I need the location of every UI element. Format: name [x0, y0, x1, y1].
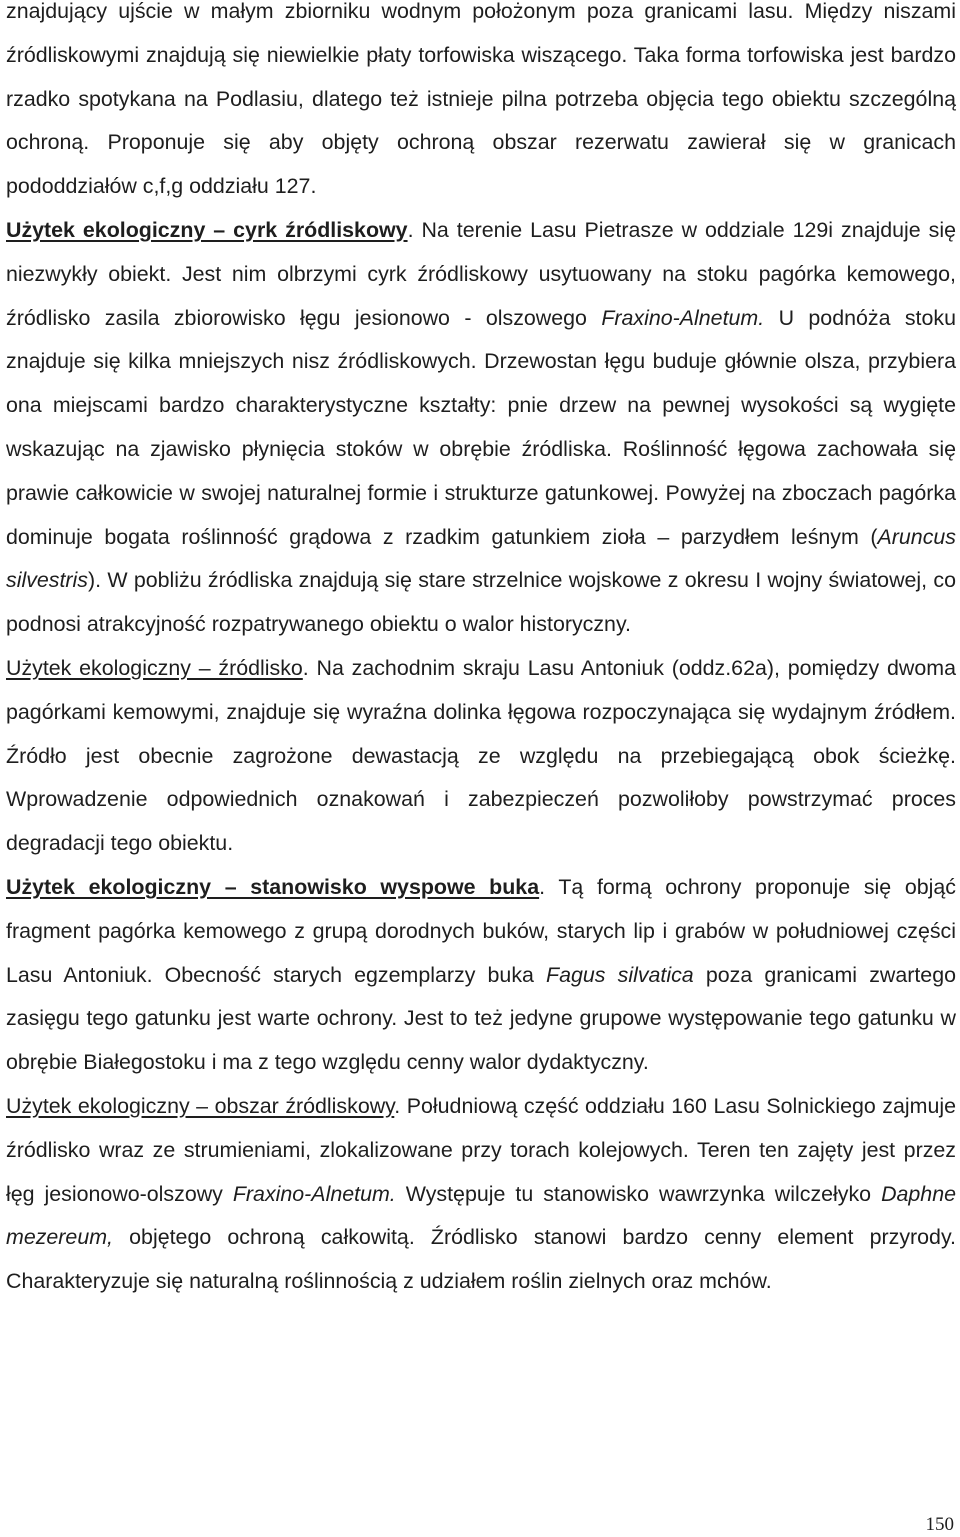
paragraph-text: . Na terenie Lasu Pietrasze w oddziale 129i znajduje się niezwykły obiekt. Jest nim olbrzymi cyrk źródliskowy usytuowany na stoku pagórka kemowego, źródlisko zasila zbiorowisko łęgu jesionowo - olszowego: [6, 217, 956, 330]
paragraph-text: . Tą formą ochrony proponuje się objąć fragment pagórka kemowego z grupą dorodnych buków, starych lip i grabów w południowej części Lasu Antoniuk. Obecność starych egzemplarzy buka: [6, 874, 956, 987]
section-heading: Użytek ekologiczny – obszar źródliskowy: [6, 1093, 395, 1118]
paragraph-text: . Na zachodnim skraju Lasu Antoniuk (oddz.62a), pomiędzy dwoma pagórkami kemowymi, znajduje się wyraźna dolinka łęgowa rozpoczynająca się wydajnym źródłem. Źródło jest obecnie zagrożone dewastacją ze względu na przebiegającą obok ścieżkę. Wprowadzenie odpowiednich oznakowań i zabezpieczeń pozwoliłoby powstrzymać proces degradacji tego obiektu.: [6, 655, 956, 856]
paragraph-text: . Południową część oddziału 160 Lasu Solnickiego zajmuje źródlisko wraz ze strumieniami, zlokalizowane przy torach kolejowych. Teren ten zajęty jest przez łęg jesionowo-olszowy: [6, 1093, 956, 1206]
paragraph-obszar-zrodliskowy: [6, 1085, 956, 1304]
paragraph-text: znajdujący ujście w małym zbiorniku wodnym położonym poza granicami lasu. Między niszami źródliskowymi znajdują się niewielkie płaty torfowiska wiszącego. Taka forma torfowiska jest bardzo rzadko spotykana na Podlasiu, dlatego też istnieje pilna potrzeba objęcia tego obiektu szczególną ochroną. Proponuje się aby objęty ochroną obszar rezerwatu zawierał się w granicach pododdziałów c,f,g oddziału 127.: [6, 0, 956, 199]
document-body: [6, 0, 956, 1304]
latin-name: Fraxino-Alnetum.: [232, 1181, 396, 1206]
paragraph-cyrk-zrodliskowy: [6, 209, 956, 647]
paragraph-stanowisko-buka: [6, 866, 956, 1085]
latin-name: Fagus silvatica: [546, 962, 694, 987]
paragraph-rezerwat: [6, 0, 956, 209]
paragraph-text: poza granicami zwartego zasięgu tego gatunku jest warte ochrony. Jest to też jedyne grupowe występowanie tego gatunku w obrębie Białegostoku i ma z tego względu cenny walor dydaktyczny.: [6, 962, 956, 1075]
paragraph-text: objętego ochroną całkowitą. Źródlisko stanowi bardzo cenny element przyrody. Charakteryzuje się naturalną roślinnością z udziałem roślin zielnych oraz mchów.: [6, 1225, 956, 1294]
latin-name: Aruncus silvestris: [6, 524, 956, 593]
latin-name: Fraxino-Alnetum.: [601, 305, 765, 330]
paragraph-text: ). W pobliżu źródliska znajdują się stare strzelnice wojskowe z okresu I wojny światowej, co podnosi atrakcyjność rozpatrywanego obiektu o walor historyczny.: [6, 568, 956, 637]
section-heading: Użytek ekologiczny – stanowisko wyspowe buka: [6, 874, 540, 899]
paragraph-text: Występuje tu stanowisko wawrzynka wilczełyko: [395, 1181, 882, 1206]
paragraph-zrodlisko: [6, 647, 956, 866]
section-heading: Użytek ekologiczny – cyrk źródliskowy: [6, 217, 408, 242]
paragraph-text: U podnóża stoku znajduje się kilka mniejszych nisz źródliskowych. Drzewostan łęgu buduje głównie olsza, przybiera ona miejscami bardzo charakterystyczne kształty: pnie drzew na pewnej wysokości są wygięte wskazując na zjawisko płynięcia stoków w obrębie źródliska. Roślinność łęgowa zachowała się prawie całkowicie w swojej naturalnej formie i strukturze gatunkowej. Powyżej na zboczach pagórka dominuje bogata roślinność grądowa z rzadkim gatunkiem zioła – parzydłem leśnym (: [6, 305, 956, 549]
section-heading: Użytek ekologiczny – źródlisko: [6, 655, 303, 680]
latin-name: Daphne mezereum,: [6, 1181, 956, 1250]
page-number: 150: [925, 1514, 954, 1535]
